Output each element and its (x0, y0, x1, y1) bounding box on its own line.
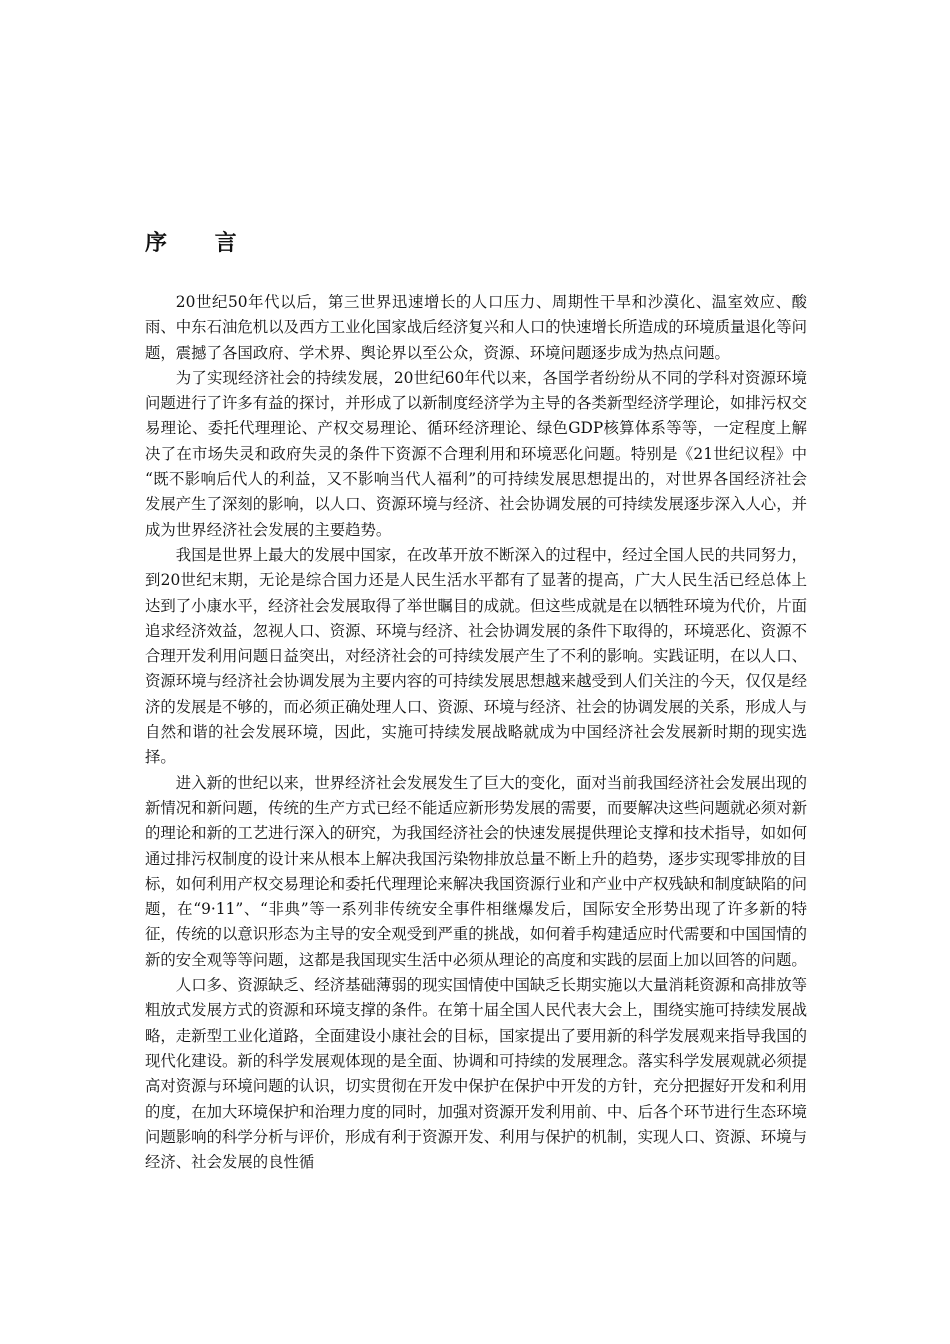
page-title: 序 言 (145, 230, 257, 256)
preface-body (145, 290, 807, 1175)
paragraph: 人口多、资源缺乏、经济基础薄弱的现实国情使中国缺乏长期实施以大量消耗资源和高排放等粗放式发展方式的资源和环境支撑的条件。在第十届全国人民代表大会上，围绕实施可持续发展战略，走新型工业化道路，全面建设小康社会的目标，国家提出了要用新的科学发展观来指导我国的现代化建设。新的科学发展观体现的是全面、协调和可持续的发展理念。落实科学发展观就必须提高对资源与环境问题的认识，切实贯彻在开发中保护在保护中开发的方针，充分把握好开发和利用的度，在加大环境保护和治理力度的同时，加强对资源开发利用前、中、后各个环节进行生态环境问题影响的科学分析与评价，形成有利于资源开发、利用与保护的机制，实现人口、资源、环境与经济、社会发展的良性循 (145, 976, 807, 1172)
paragraph: 我国是世界上最大的发展中国家，在改革开放不断深入的过程中，经过全国人民的共同努力，到20世纪末期，无论是综合国力还是人民生活水平都有了显著的提高，广大人民生活已经总体上达到了小康水平，经济社会发展取得了举世瞩目的成就。但这些成就是在以牺牲环境为代价，片面追求经济效益，忽视人口、资源、环境与经济、社会协调发展的条件下取得的，环境恶化、资源不合理开发利用问题日益突出，对经济社会的可持续发展产生了不利的影响。实践证明，在以人口、资源环境与经济社会协调发展为主要内容的可持续发展思想越来越受到人们关注的今天，仅仅是经济的发展是不够的，而必须正确处理人口、资源、环境与经济、社会的协调发展的关系，形成人与自然和谐的社会发展环境，因此，实施可持续发展战略就成为中国经济社会发展新时期的现实选择。 (145, 545, 807, 767)
paragraph: 20世纪50年代以后，第三世界迅速增长的人口压力、周期性干旱和沙漠化、温室效应、酸雨、中东石油危机以及西方工业化国家战后经济复兴和人口的快速增长所造成的环境质量退化等问题，震撼了各国政府、学术界、舆论界以至公众，资源、环境问题逐步成为热点问题。 (145, 293, 807, 362)
paragraph: 进入新的世纪以来，世界经济社会发展发生了巨大的变化，面对当前我国经济社会发展出现的新情况和新问题，传统的生产方式已经不能适应新形势发展的需要，而要解决这些问题就必须对新的理论和新的工艺进行深入的研究，为我国经济社会的快速发展提供理论支撑和技术指导，如如何通过排污权制度的设计来从根本上解决我国污染物排放总量不断上升的趋势，逐步实现零排放的目标，如何利用产权交易理论和委托代理理论来解决我国资源行业和产业中产权残缺和制度缺陷的问题，在“9·11”、“非典”等一系列非传统安全事件相继爆发后，国际安全形势出现了许多新的特征，传统的以意识形态为主导的安全观受到严重的挑战，如何着手构建适应时代需要和中国国情的新的安全观等等问题，这都是我国现实生活中必须从理论的高度和实践的层面上加以回答的问题。 (145, 773, 807, 969)
paragraph: 为了实现经济社会的持续发展，20世纪60年代以来，各国学者纷纷从不同的学科对资源环境问题进行了许多有益的探讨，并形成了以新制度经济学为主导的各类新型经济学理论，如排污权交易理论、委托代理理论、产权交易理论、循环经济理论、绿色GDP核算体系等等，一定程度上解决了在市场失灵和政府失灵的条件下资源不合理利用和环境恶化问题。特别是《21世纪议程》中 “既不影响后代人的利益，又不影响当代人福利”的可持续发展思想提出的，对世界各国经济社会发展产生了深刻的影响，以人口、资源环境与经济、社会协调发展的可持续发展逐步深入人心，并成为世界经济社会发展的主要趋势。 (145, 368, 807, 539)
